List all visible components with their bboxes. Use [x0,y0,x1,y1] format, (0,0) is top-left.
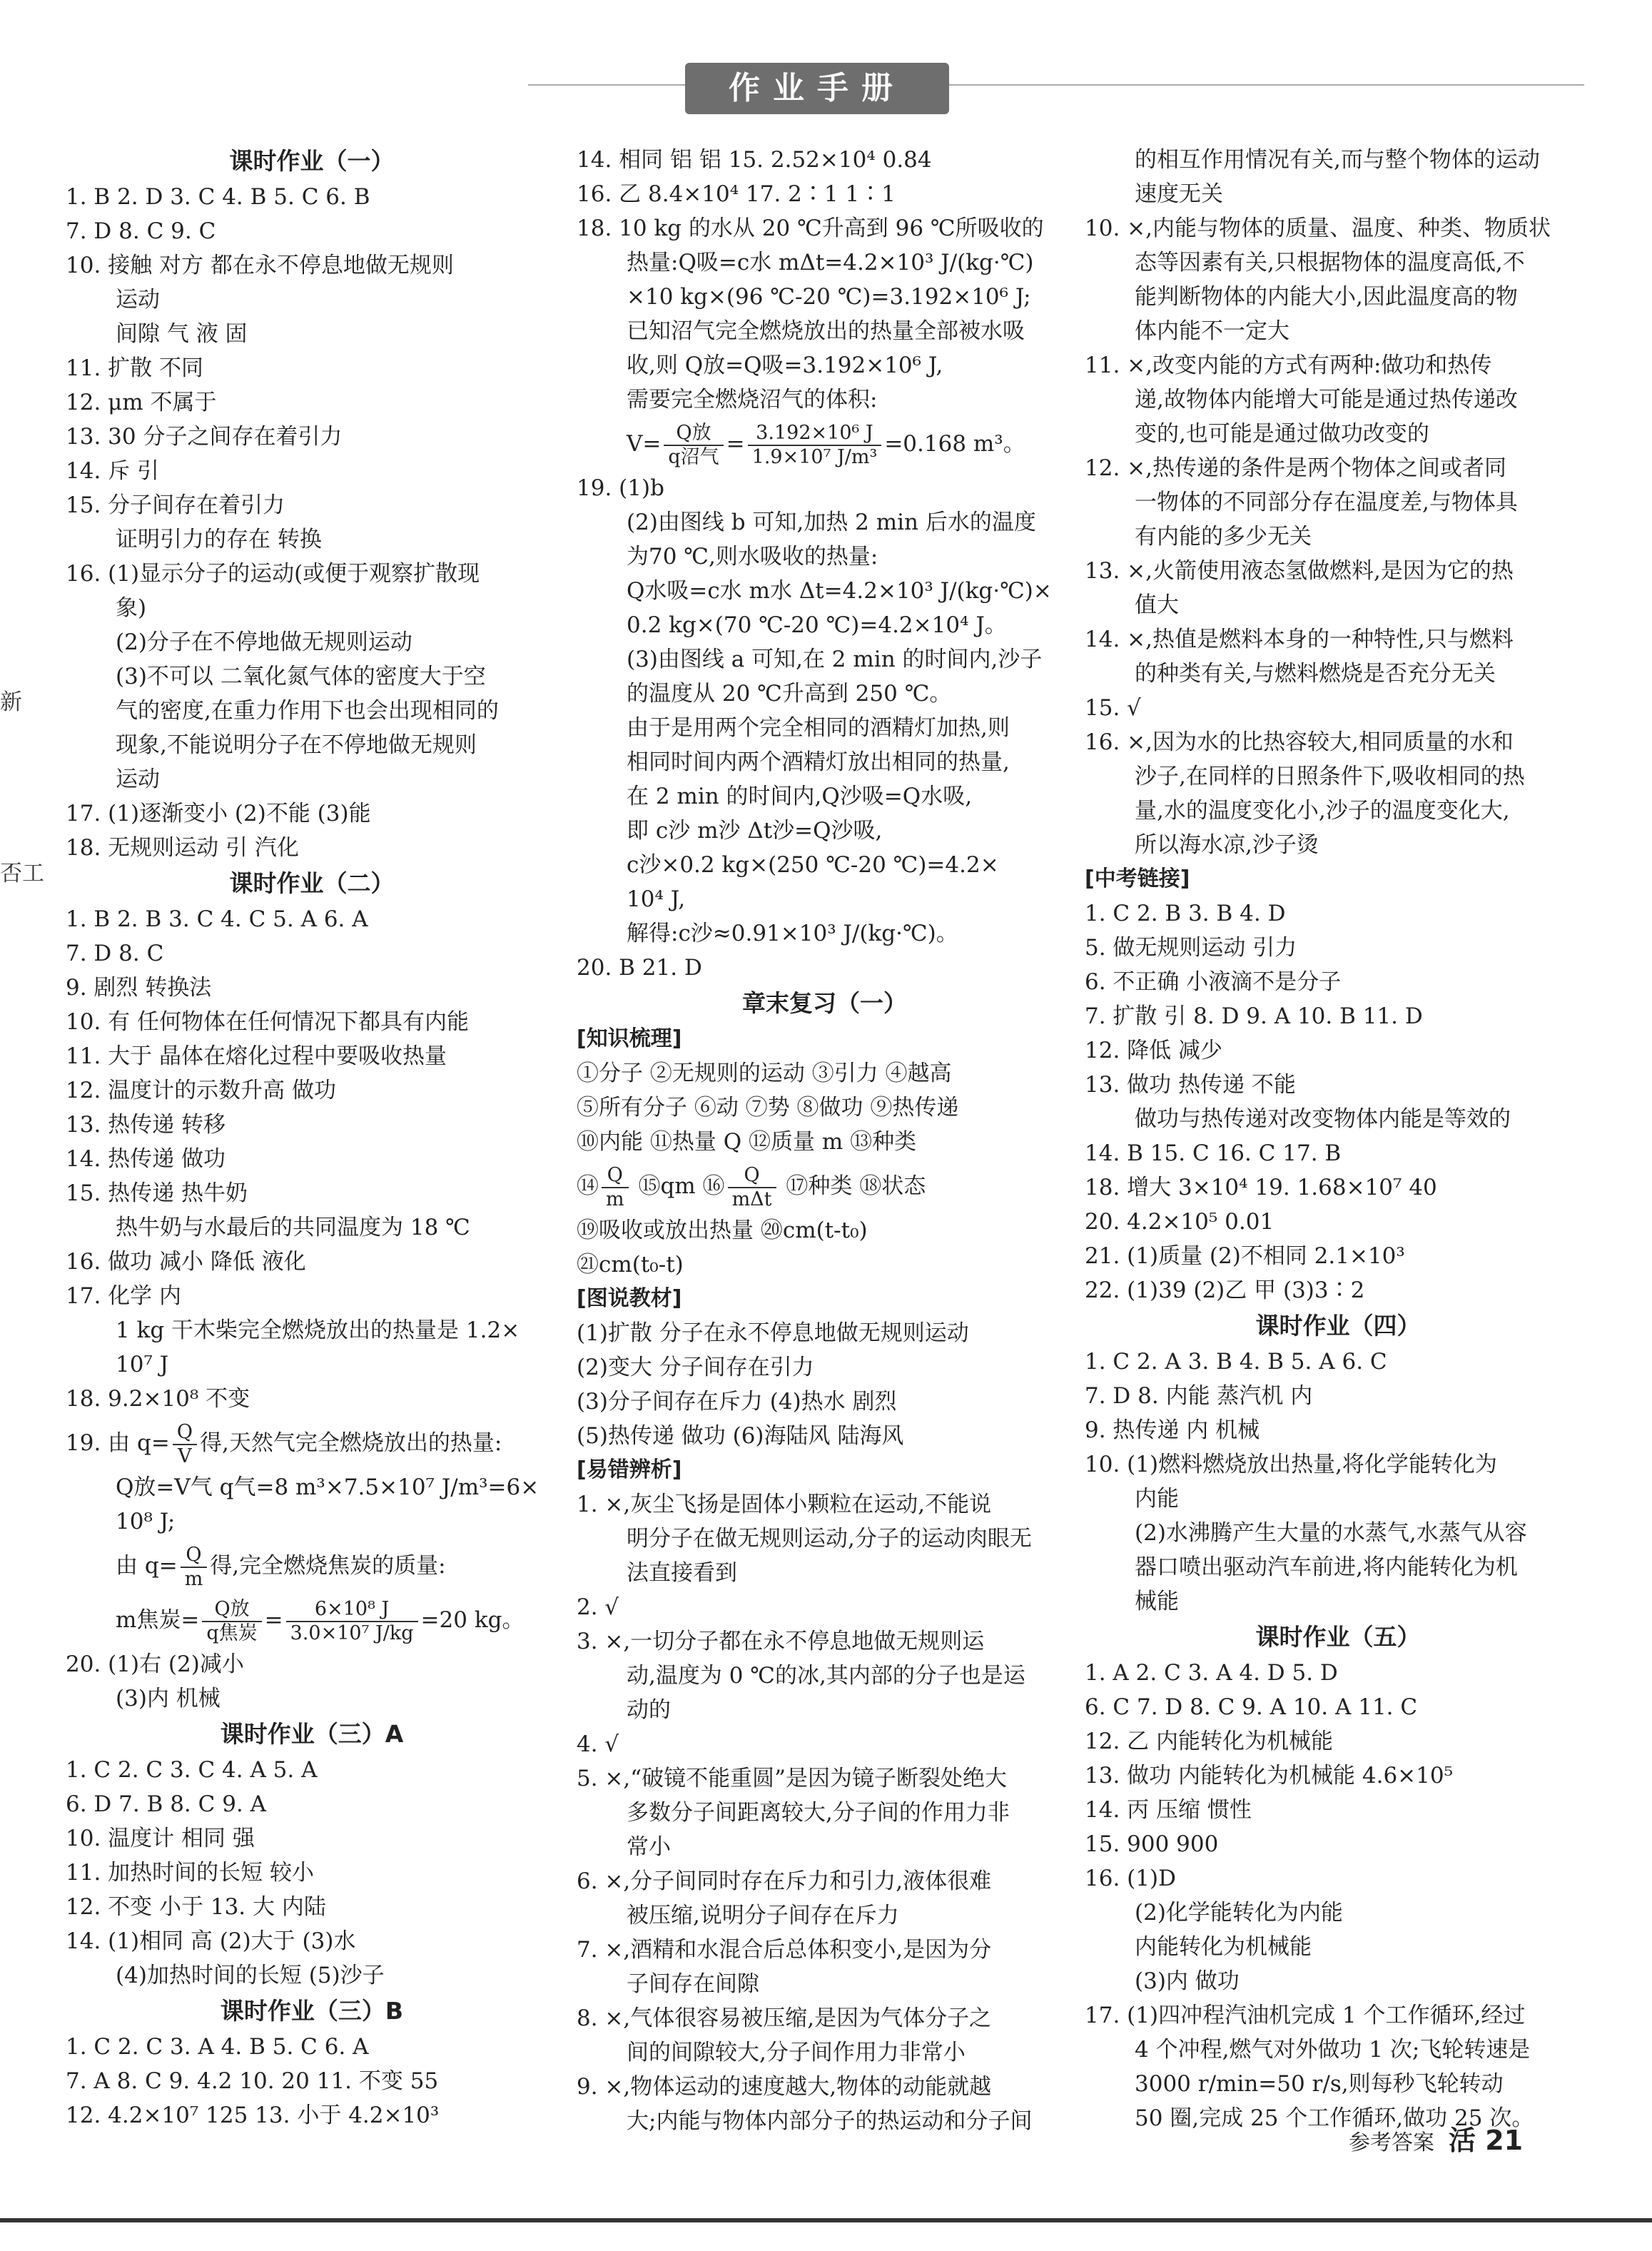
answer-line: 10. 接触 对方 都在永不停息地做无规则 [66,253,454,278]
formula-text: m焦炭= [116,1607,200,1633]
formula-text: = [264,1607,283,1633]
answer-line-continued: 的种类有关,与燃料燃烧是否充分无关 [1135,661,1496,687]
answer-line: 12. 乙 内能转化为机械能 [1085,1729,1334,1754]
section-heading: 课时作业（五） [1255,1623,1421,1651]
answer-line-continued: 量,水的温度变化小,沙子的温度变化大, [1135,798,1510,824]
answer-line: 7. D 8. C 9. C [66,218,216,244]
answer-line: 14. 斥 引 [66,458,160,484]
answer-line: 20. (1)右 (2)减小 [66,1651,244,1677]
answer-line: 13. 做功 热传递 不能 [1085,1072,1296,1098]
formula-text: =0.168 m³。 [884,431,1025,457]
answer-line: (3)分子间存在斥力 (4)热水 剧烈 [577,1389,897,1415]
answer-line: 20. 4.2×10⁵ 0.01 [1085,1209,1275,1235]
numerator: 3.192×10⁶ J [748,422,882,446]
answer-line: 7. D 8. 内能 蒸汽机 内 [1085,1383,1313,1409]
answer-line-continued: (3)由图线 a 可知,在 2 min 的时间内,沙子 [627,647,1043,672]
answer-line: 17. (1)逐渐变小 (2)不能 (3)能 [66,801,371,826]
formula-line [577,417,1073,471]
answer-line-continued: 所以海水凉,沙子烫 [1135,832,1319,858]
answer-line-continued: 证明引力的存在 转换 [116,527,322,552]
answer-line-continued: 已知沼气完全燃烧放出的热量全部被水吸 [627,318,1025,344]
answer-line-continued: 械能 [1135,1589,1179,1614]
numerator: Q放 [202,1598,261,1622]
answer-line-continued: 一物体的不同部分存在温度差,与物体具 [1135,490,1518,515]
answer-line: 11. ×,改变内能的方式有两种:做功和热传 [1085,353,1492,378]
numerator: Q [173,1421,197,1445]
subsection-tag: [知识梳理] [577,1026,682,1051]
answer-line: 1. A 2. C 3. A 4. D 5. D [1085,1660,1338,1686]
answer-line-continued: 热量:Q吸=c水 mΔt=4.2×10³ J/(kg·℃) [627,250,1034,275]
answer-line-continued: 为70 ℃,则水吸收的热量: [627,544,878,570]
formula-text: ⑭ [577,1173,599,1199]
answer-line-continued: 明分子在做无规则运动,分子的运动肉眼无 [627,1526,1032,1552]
answer-column-1 [66,143,558,2133]
answer-line: 6. ×,分子间同时存在斥力和引力,液体很难 [577,1868,992,1894]
formula-text: ⑰种类 ⑱状态 [779,1173,926,1199]
answer-line-continued: 法直接看到 [627,1560,737,1586]
answer-line: 10. 温度计 相同 强 [66,1826,255,1851]
answer-line-continued: 10⁴ J, [627,886,686,912]
answer-line: 10. 有 任何物体在任何情况下都具有内能 [66,1009,470,1035]
answer-line: 16. (1)显示分子的运动(或便于观察扩散现 [66,561,480,587]
answer-line-continued: 体内能不一定大 [1135,318,1289,344]
answer-line-continued: (4)加热时间的长短 (5)沙子 [116,1963,385,1988]
answer-line: 1. C 2. C 3. C 4. A 5. A [66,1757,318,1783]
answer-line-continued: (2)分子在不停地做无规则运动 [116,629,412,655]
answer-line-continued: ×10 kg×(96 ℃-20 ℃)=3.192×10⁶ J; [627,284,1031,310]
denominator: m [606,1188,624,1210]
answer-line: 4. √ [577,1731,619,1757]
answer-line: 17. (1)四冲程汽油机完成 1 个工作循环,经过 [1085,2003,1526,2028]
answer-line: (5)热传递 做功 (6)海陆风 陆海风 [577,1423,904,1449]
answer-line-continued: 热牛奶与水最后的共同温度为 18 ℃ [116,1215,470,1240]
answer-line: 14. 丙 压缩 惯性 [1085,1797,1252,1823]
answer-line-continued: 50 圈,完成 25 个工作循环,做功 25 次。 [1135,2105,1534,2131]
answer-line-continued: 能判断物体的内能大小,因此温度高的物 [1135,284,1518,310]
subsection-tag: [易错辨析] [577,1457,682,1482]
answer-line: 13. 做功 内能转化为机械能 4.6×10⁵ [1085,1763,1454,1789]
denominator: V [178,1445,192,1467]
subsection-tag: [中考链接] [1085,866,1190,891]
answer-line: 15. 热传递 热牛奶 [66,1180,248,1206]
answer-line: 1. B 2. D 3. C 4. B 5. C 6. B [66,184,370,210]
answer-line: ⑤所有分子 ⑥动 ⑦势 ⑧做功 ⑨热传递 [577,1095,959,1121]
answer-line: 1. C 2. C 3. A 4. B 5. C 6. A [66,2034,369,2060]
answer-line: 8. ×,气体很容易被压缩,是因为气体分子之 [577,2005,992,2031]
answer-line: 6. 不正确 小液滴不是分子 [1085,969,1342,995]
section-heading: 课时作业（二） [229,869,395,897]
denominator: mΔt [731,1188,772,1210]
answer-line-continued: 间隙 气 液 固 [116,321,248,347]
answer-line-continued: Q水吸=c水 m水 Δt=4.2×10³ J/(kg·℃)× [627,578,1052,604]
answer-line-continued: (3)内 机械 [116,1686,221,1711]
answer-line-continued: 气的密度,在重力作用下也会出现相同的 [116,698,499,724]
answer-line-continued: 速度无关 [1135,181,1223,207]
answer-line: ㉑cm(t₀-t) [577,1252,684,1278]
answer-line: 22. (1)39 (2)乙 甲 (3)3∶2 [1085,1278,1365,1303]
answer-line-continued: 动的 [627,1697,671,1723]
answer-line: 9. 剧烈 转换法 [66,975,212,1001]
answer-line: 13. 30 分子之间存在着引力 [66,424,343,450]
answer-column-3 [1085,143,1591,2135]
answer-line-continued: 内能 [1135,1486,1179,1512]
answer-line-continued: 多数分子间距离较大,分子间的作用力非 [627,1800,1010,1826]
answer-line-continued: 动,温度为 0 ℃的冰,其内部的分子也是运 [627,1663,1025,1689]
answer-line-continued: (3)不可以 二氧化氮气体的密度大于空 [116,664,486,689]
fraction [602,1164,629,1211]
answer-line: 18. 10 kg 的水从 20 ℃升高到 96 ℃所吸收的 [577,216,1044,241]
answer-line: 9. 热传递 内 机械 [1085,1417,1260,1443]
page-number: 活 21 [1449,2125,1524,2156]
fraction [286,1598,418,1645]
answer-line-continued: 10⁸ J; [116,1509,176,1534]
answer-line-continued: 4 个冲程,燃气对外做功 1 次;飞轮转速是 [1135,2037,1531,2063]
margin-note-2: 否工 [0,861,44,886]
answer-line-continued: 有内能的多少无关 [1135,524,1312,550]
answer-line-continued: 需要完全燃烧沼气的体积: [627,387,878,413]
answer-line: 7. A 8. C 9. 4.2 10. 20 11. 不变 55 [66,2068,439,2094]
answer-line: 14. 相同 铝 铝 15. 2.52×10⁴ 0.84 [577,147,932,173]
answer-line: (2)变大 分子间存在引力 [577,1355,814,1380]
answer-line: 14. (1)相同 高 (2)大于 (3)水 [66,1928,356,1954]
answer-line: 14. ×,热值是燃料本身的一种特性,只与燃料 [1085,627,1514,652]
answer-line: 15. 900 900 [1085,1831,1219,1857]
answer-line: ①分子 ②无规则的运动 ③引力 ④越高 [577,1061,952,1086]
answer-line-continued: 间的间隙较大,分子间作用力非常小 [627,2040,966,2065]
section-heading: 章末复习（一） [742,989,907,1017]
answer-line: 20. B 21. D [577,955,702,981]
answer-line-continued: 运动 [116,767,160,792]
answer-line-continued: 子间存在间隙 [627,1971,759,1997]
answer-line: 19. (1)b [577,475,664,501]
subsection-tag: [图说教材] [577,1286,682,1311]
formula-line [66,1593,558,1647]
denominator: q沼气 [668,445,719,468]
formula-text: ⑮qm ⑯ [631,1173,725,1199]
answer-line: 1. C 2. A 3. B 4. B 5. A 6. C [1085,1349,1387,1375]
answer-line: 12. 温度计的示数升高 做功 [66,1078,337,1103]
fraction [664,422,723,469]
formula-text: =20 kg。 [420,1607,525,1633]
denominator: m [184,1567,203,1590]
section-heading: 课时作业（三）B [220,1997,404,2025]
answer-line: 6. D 7. B 8. C 9. A [66,1791,267,1817]
formula-line [577,1159,1073,1213]
answer-line-continued: 常小 [627,1834,671,1860]
answer-line-continued: 值大 [1135,592,1179,618]
answer-line: 5. ×,“破镜不能重圆”是因为镜子断裂处绝大 [577,1766,1007,1791]
section-heading: 课时作业（一） [229,147,395,175]
numerator: Q放 [664,422,723,446]
answer-line-continued: 被压缩,说明分子间存在斥力 [627,1903,899,1928]
denominator: 3.0×10⁷ J/kg [290,1622,414,1644]
answer-line: 10. (1)燃料燃烧放出热量,将化学能转化为 [1085,1452,1497,1477]
answer-line: 13. ×,火箭使用液态氢做燃料,是因为它的热 [1085,558,1514,584]
answer-line: 1. B 2. B 3. C 4. C 5. A 6. A [66,906,368,932]
answer-line: 12. 降低 减少 [1085,1038,1223,1063]
answer-line-continued: 0.2 kg×(70 ℃-20 ℃)=4.2×10⁴ J。 [627,612,1007,638]
answer-line-continued: 器口喷出驱动汽车前进,将内能转化为机 [1135,1554,1518,1580]
answer-line-continued: Q放=V气 q气=8 m³×7.5×10⁷ J/m³=6× [116,1474,539,1500]
answer-line: 18. 无规则运动 引 汽化 [66,835,299,861]
answer-line-continued: 收,则 Q放=Q吸=3.192×10⁶ J, [627,353,943,378]
bottom-rule [0,2218,1652,2222]
page-footer [1349,2118,1523,2158]
fraction [748,422,882,469]
answer-line-continued: 解得:c沙≈0.91×10³ J/(kg·℃)。 [627,921,958,946]
answer-line-continued: 的相互作用情况有关,而与整个物体的运动 [1135,147,1540,173]
answer-line-continued: (2)化学能转化为内能 [1135,1900,1343,1926]
formula-line [66,1539,558,1593]
answer-line: 7. 扩散 引 8. D 9. A 10. B 11. D [1085,1003,1423,1029]
formula-text: 由 q= [116,1553,178,1579]
section-heading: 课时作业（四） [1255,1312,1421,1340]
numerator: 6×10⁸ J [286,1598,418,1622]
answer-line-continued: 递,故物体内能增大可能是通过热传递改 [1135,387,1518,413]
answer-line: 21. (1)质量 (2)不相同 2.1×10³ [1085,1243,1405,1269]
answer-line-continued: 由于是用两个完全相同的酒精灯加热,则 [627,715,1010,741]
answer-line: 13. 热传递 转移 [66,1112,226,1138]
answer-line: 7. ×,酒精和水混合后总体积变小,是因为分 [577,1937,992,1963]
answer-line: 11. 大于 晶体在熔化过程中要吸收热量 [66,1043,447,1069]
answer-line-continued: c沙×0.2 kg×(250 ℃-20 ℃)=4.2× [627,852,999,878]
answer-line: 9. ×,物体运动的速度越大,物体的动能就越 [577,2074,992,2100]
answer-line-continued: 做功与热传递对改变物体内能是等效的 [1135,1106,1511,1132]
answer-line: 3. ×,一切分子都在永不停息地做无规则运 [577,1629,985,1654]
fraction [181,1544,208,1591]
numerator: Q [728,1164,776,1188]
answer-line: 18. 9.2×10⁸ 不变 [66,1386,250,1412]
answer-line-continued: 内能转化为机械能 [1135,1934,1312,1960]
answer-line-continued: 10⁷ J [116,1352,169,1377]
answer-line: ⑲吸收或放出热量 ⑳cm(t-t₀) [577,1218,868,1243]
answer-line: 11. 扩散 不同 [66,355,204,381]
answer-line: 5. 做无规则运动 引力 [1085,935,1297,961]
answer-line: 15. √ [1085,695,1141,721]
answer-line-continued: 的温度从 20 ℃升高到 250 ℃。 [627,681,952,707]
answer-line-continued: 1 kg 干木柴完全燃烧放出的热量是 1.2× [116,1317,520,1343]
margin-note-1: 新 [0,689,22,715]
answer-line: 7. D 8. C [66,941,164,966]
answer-line: 12. 不变 小于 13. 大 内陆 [66,1894,326,1920]
formula-text: 得,完全燃烧焦炭的质量: [210,1553,446,1579]
numerator: Q [181,1544,208,1568]
answer-line-continued: 大;内能与物体内部分子的热运动和分子间 [627,2108,1033,2134]
answer-line-continued: 象) [116,595,147,621]
answer-line-continued: (2)由图线 b 可知,加热 2 min 后水的温度 [627,510,1036,535]
numerator: Q [602,1164,629,1188]
fraction [202,1598,261,1645]
answer-column-2 [577,143,1073,2138]
formula-text: 得,天然气完全燃烧放出的热量: [199,1430,502,1456]
answer-line: 16. 乙 8.4×10⁴ 17. 2∶1 1∶1 [577,181,896,207]
answer-line: 18. 增大 3×10⁴ 19. 1.68×10⁷ 40 [1085,1175,1437,1200]
formula-line [66,1416,558,1470]
page-banner: 作业手册 [685,63,949,114]
fraction [728,1164,776,1211]
answer-line: 6. C 7. D 8. C 9. A 10. A 11. C [1085,1694,1418,1720]
answer-line-continued: 现象,不能说明分子在不停地做无规则 [116,732,477,758]
answer-line: 17. 化学 内 [66,1283,182,1309]
answer-line: ⑩内能 ⑪热量 Q ⑫质量 m ⑬种类 [577,1129,917,1155]
answer-line-continued: 在 2 min 的时间内,Q沙吸=Q水吸, [627,784,973,809]
footer-label: 参考答案 [1349,2130,1434,2155]
answer-line-continued: 态等因素有关,只根据物体的温度高低,不 [1135,250,1525,275]
formula-text: = [726,431,745,457]
answer-line-continued: 相同时间内两个酒精灯放出相同的热量, [627,749,1010,775]
answer-line: 12. 4.2×10⁷ 125 13. 小于 4.2×10³ [66,2103,440,2128]
answer-line-continued: 即 c沙 m沙 Δt沙=Q沙吸, [627,818,883,844]
answer-line: 14. B 15. C 16. C 17. B [1085,1140,1342,1166]
section-heading: 课时作业（三）A [220,1720,404,1748]
fraction [173,1421,197,1468]
answer-line: 14. 热传递 做功 [66,1146,226,1172]
answer-line: (1)扩散 分子在永不停息地做无规则运动 [577,1320,969,1346]
answer-line-continued: 沙子,在同样的日照条件下,吸收相同的热 [1135,764,1525,789]
answer-line: 12. ×,热传递的条件是两个物体之间或者同 [1085,455,1506,481]
answer-line: 1. ×,灰尘飞扬是固体小颗粒在运动,不能说 [577,1492,992,1517]
answer-line: 2. √ [577,1594,619,1620]
answer-line-continued: 3000 r/min=50 r/s,则每秒飞轮转动 [1135,2071,1504,2097]
answer-line: 10. ×,内能与物体的质量、温度、种类、物质状 [1085,216,1551,241]
answer-line: 12. μm 不属于 [66,390,217,415]
denominator: 1.9×10⁷ J/m³ [751,445,878,468]
answer-line: 16. 做功 减小 降低 液化 [66,1249,306,1275]
answer-line: 16. ×,因为水的比热容较大,相同质量的水和 [1085,729,1514,755]
denominator: q焦炭 [206,1622,258,1644]
answer-line: 15. 分子间存在着引力 [66,492,285,518]
answer-line-continued: 运动 [116,287,160,313]
answer-line-continued: (3)内 做功 [1135,1968,1240,1994]
answer-line-continued: 变的,也可能是通过做功改变的 [1135,421,1429,447]
answer-line-continued: (2)水沸腾产生大量的水蒸气,水蒸气从容 [1135,1520,1527,1546]
answer-line: 16. (1)D [1085,1866,1176,1891]
answer-line: 11. 加热时间的长短 较小 [66,1860,315,1886]
formula-text: V= [627,431,662,457]
answer-line: 1. C 2. B 3. B 4. D [1085,901,1286,926]
formula-text: 19. 由 q= [66,1430,170,1456]
